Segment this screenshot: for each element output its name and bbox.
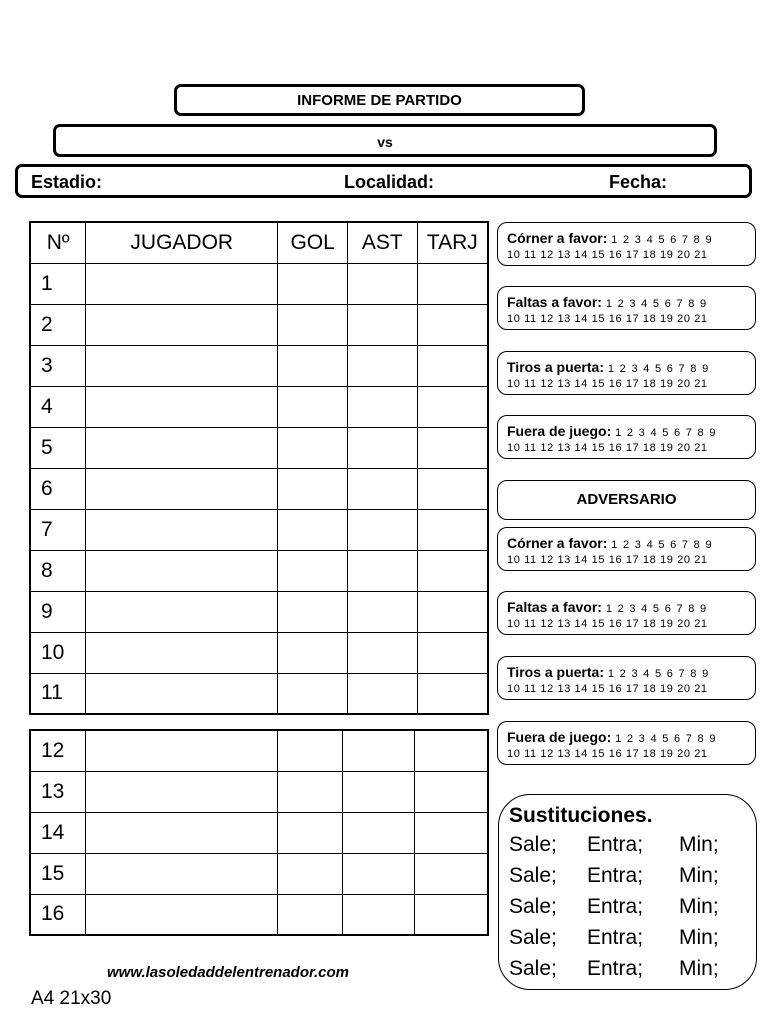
cards-cell[interactable] [414,894,488,935]
stat-box [497,222,756,266]
date-label: Fecha: [609,172,668,192]
min-label: Min; [679,957,719,980]
stat-counter-10-21[interactable]: 10 11 12 13 14 15 16 17 18 19 20 21 [507,554,708,566]
stat-box [497,721,756,765]
row-number: 10 [30,632,86,673]
table-row [30,509,488,550]
locality-label: Localidad: [344,172,435,192]
entra-label: Entra; [587,895,644,918]
goals-cell[interactable] [278,894,343,935]
stat-box [497,286,756,330]
stat-line-1 [507,600,755,617]
substitution-row[interactable] [509,891,756,922]
player-cell[interactable] [86,345,278,386]
stat-line-1 [507,536,755,553]
player-cell[interactable] [86,771,278,812]
min-label: Min; [679,926,719,949]
col-cards: TARJ [417,222,488,263]
table-row [30,468,488,509]
stat-counter-1-9[interactable]: 1 2 3 4 5 6 7 8 9 [607,363,710,375]
assists-cell[interactable] [348,263,418,304]
stat-counter-10-21[interactable]: 10 11 12 13 14 15 16 17 18 19 20 21 [507,618,708,630]
goals-cell[interactable] [278,632,348,673]
row-number: 14 [30,812,86,853]
col-assists: AST [348,222,418,263]
player-cell[interactable] [86,591,278,632]
cards-cell[interactable] [414,853,488,894]
table-row [30,345,488,386]
stat-line-1 [507,231,755,248]
player-cell[interactable] [86,427,278,468]
report-title: INFORME DE PARTIDO [174,84,585,116]
player-cell[interactable] [86,263,278,304]
cards-cell[interactable] [417,345,488,386]
table-row [30,812,488,853]
cards-cell[interactable] [417,386,488,427]
assists-cell[interactable] [348,304,418,345]
stat-label: Faltas a favor: [507,599,602,615]
substitution-row[interactable] [509,953,756,984]
goals-cell[interactable] [278,853,343,894]
stat-box [497,351,756,395]
stat-line-1 [507,665,755,682]
stat-line-1 [507,295,755,312]
assists-cell[interactable] [348,386,418,427]
table-row [30,386,488,427]
stat-line-1 [507,360,755,377]
row-number: 3 [30,345,86,386]
row-number: 7 [30,509,86,550]
table-row [30,263,488,304]
row-number: 12 [30,730,86,771]
stat-label: Tiros a puerta: [507,664,604,680]
stat-counter-1-9[interactable]: 1 2 3 4 5 6 7 8 9 [607,668,710,680]
row-number: 4 [30,386,86,427]
player-cell[interactable] [86,632,278,673]
player-cell[interactable] [86,468,278,509]
assists-cell[interactable] [343,894,415,935]
stat-line-1 [507,424,755,441]
table-row [30,673,488,714]
adversary-header: ADVERSARIO [497,480,756,520]
sale-label: Sale; [509,895,557,918]
assists-cell[interactable] [348,509,418,550]
goals-cell[interactable] [278,730,343,771]
cards-cell[interactable] [414,812,488,853]
table-row [30,591,488,632]
player-cell[interactable] [86,812,278,853]
goals-cell[interactable] [278,386,348,427]
cards-cell[interactable] [417,509,488,550]
players-table-starters [29,221,489,715]
goals-cell[interactable] [278,771,343,812]
cards-cell[interactable] [417,263,488,304]
entra-label: Entra; [587,957,644,980]
row-number: 5 [30,427,86,468]
table-header-row [30,222,488,263]
cards-cell[interactable] [417,304,488,345]
row-number: 6 [30,468,86,509]
player-cell[interactable] [86,509,278,550]
stat-counter-1-9[interactable]: 1 2 3 4 5 6 7 8 9 [611,234,713,246]
players-table-subs [29,729,489,936]
sale-label: Sale; [509,957,557,980]
stat-counter-1-9[interactable]: 1 2 3 4 5 6 7 8 9 [611,539,713,551]
cards-cell[interactable] [417,673,488,714]
player-cell[interactable] [86,673,278,714]
assists-cell[interactable] [348,550,418,591]
stat-label: Faltas a favor: [507,294,602,310]
goals-cell[interactable] [278,304,348,345]
match-info-bar [15,164,752,198]
substitution-row[interactable] [509,922,756,953]
stat-box [497,591,756,635]
table-row [30,427,488,468]
sale-label: Sale; [509,926,557,949]
teams-vs-field[interactable]: vs [53,124,717,157]
stat-counter-10-21[interactable]: 10 11 12 13 14 15 16 17 18 19 20 21 [507,313,708,325]
assists-cell[interactable] [343,771,415,812]
row-number: 9 [30,591,86,632]
cards-cell[interactable] [417,550,488,591]
row-number: 13 [30,771,86,812]
stat-counter-10-21[interactable]: 10 11 12 13 14 15 16 17 18 19 20 21 [507,683,708,695]
cards-cell[interactable] [417,427,488,468]
goals-cell[interactable] [278,427,348,468]
sale-label: Sale; [509,864,557,887]
entra-label: Entra; [587,926,644,949]
substitutions-title: Sustituciones. [509,804,653,827]
stat-box [497,415,756,459]
stat-counter-1-9[interactable]: 1 2 3 4 5 6 7 8 9 [605,603,708,615]
player-cell[interactable] [86,386,278,427]
row-number: 8 [30,550,86,591]
assists-cell[interactable] [343,730,415,771]
goals-cell[interactable] [278,673,348,714]
assists-cell[interactable] [343,812,415,853]
row-number: 2 [30,304,86,345]
stat-label: Fuera de juego: [507,729,612,745]
stat-label: Fuera de juego: [507,423,612,439]
paper-format: A4 21x30 [31,988,112,1009]
player-cell[interactable] [86,550,278,591]
stat-box [497,527,756,571]
stat-label: Tiros a puerta: [507,359,604,375]
assists-cell[interactable] [343,853,415,894]
min-label: Min; [679,895,719,918]
stat-counter-10-21[interactable]: 10 11 12 13 14 15 16 17 18 19 20 21 [507,249,708,261]
stat-counter-1-9[interactable]: 1 2 3 4 5 6 7 8 9 [615,733,717,745]
cards-cell[interactable] [417,591,488,632]
row-number: 15 [30,853,86,894]
goals-cell[interactable] [278,509,348,550]
stat-counter-10-21[interactable]: 10 11 12 13 14 15 16 17 18 19 20 21 [507,378,708,390]
col-number: Nº [30,222,86,263]
table-row [30,304,488,345]
assists-cell[interactable] [348,632,418,673]
table-row [30,771,488,812]
row-number: 16 [30,894,86,935]
assists-cell[interactable] [348,591,418,632]
table-row [30,632,488,673]
assists-cell[interactable] [348,427,418,468]
substitution-row[interactable] [509,829,756,860]
cards-cell[interactable] [414,771,488,812]
table-row [30,730,488,771]
row-number: 1 [30,263,86,304]
table-row [30,853,488,894]
substitution-row[interactable] [509,860,756,891]
goals-cell[interactable] [278,345,348,386]
stat-counter-1-9[interactable]: 1 2 3 4 5 6 7 8 9 [605,298,708,310]
stat-line-1 [507,730,755,747]
assists-cell[interactable] [348,673,418,714]
assists-cell[interactable] [348,468,418,509]
goals-cell[interactable] [278,812,343,853]
cards-cell[interactable] [417,632,488,673]
stat-label: Córner a favor: [507,230,608,246]
table-row [30,550,488,591]
goals-cell[interactable] [278,550,348,591]
entra-label: Entra; [587,833,644,856]
player-cell[interactable] [86,853,278,894]
player-cell[interactable] [86,304,278,345]
stat-box [497,656,756,700]
stat-counter-10-21[interactable]: 10 11 12 13 14 15 16 17 18 19 20 21 [507,442,708,454]
assists-cell[interactable] [348,345,418,386]
website-link[interactable]: www.lasoledaddelentrenador.com [107,964,350,981]
table-row [30,894,488,935]
cards-cell[interactable] [417,468,488,509]
row-number: 11 [30,673,86,714]
min-label: Min; [679,833,719,856]
goals-cell[interactable] [278,591,348,632]
stadium-label: Estadio: [31,172,103,192]
player-cell[interactable] [86,894,278,935]
substitutions-box [498,794,757,990]
stat-counter-10-21[interactable]: 10 11 12 13 14 15 16 17 18 19 20 21 [507,748,708,760]
stat-counter-1-9[interactable]: 1 2 3 4 5 6 7 8 9 [615,427,717,439]
sale-label: Sale; [509,833,557,856]
col-player: JUGADOR [86,222,278,263]
stat-label: Córner a favor: [507,535,608,551]
col-goals: GOL [278,222,348,263]
player-cell[interactable] [86,730,278,771]
entra-label: Entra; [587,864,644,887]
min-label: Min; [679,864,719,887]
cards-cell[interactable] [414,730,488,771]
goals-cell[interactable] [278,263,348,304]
goals-cell[interactable] [278,468,348,509]
